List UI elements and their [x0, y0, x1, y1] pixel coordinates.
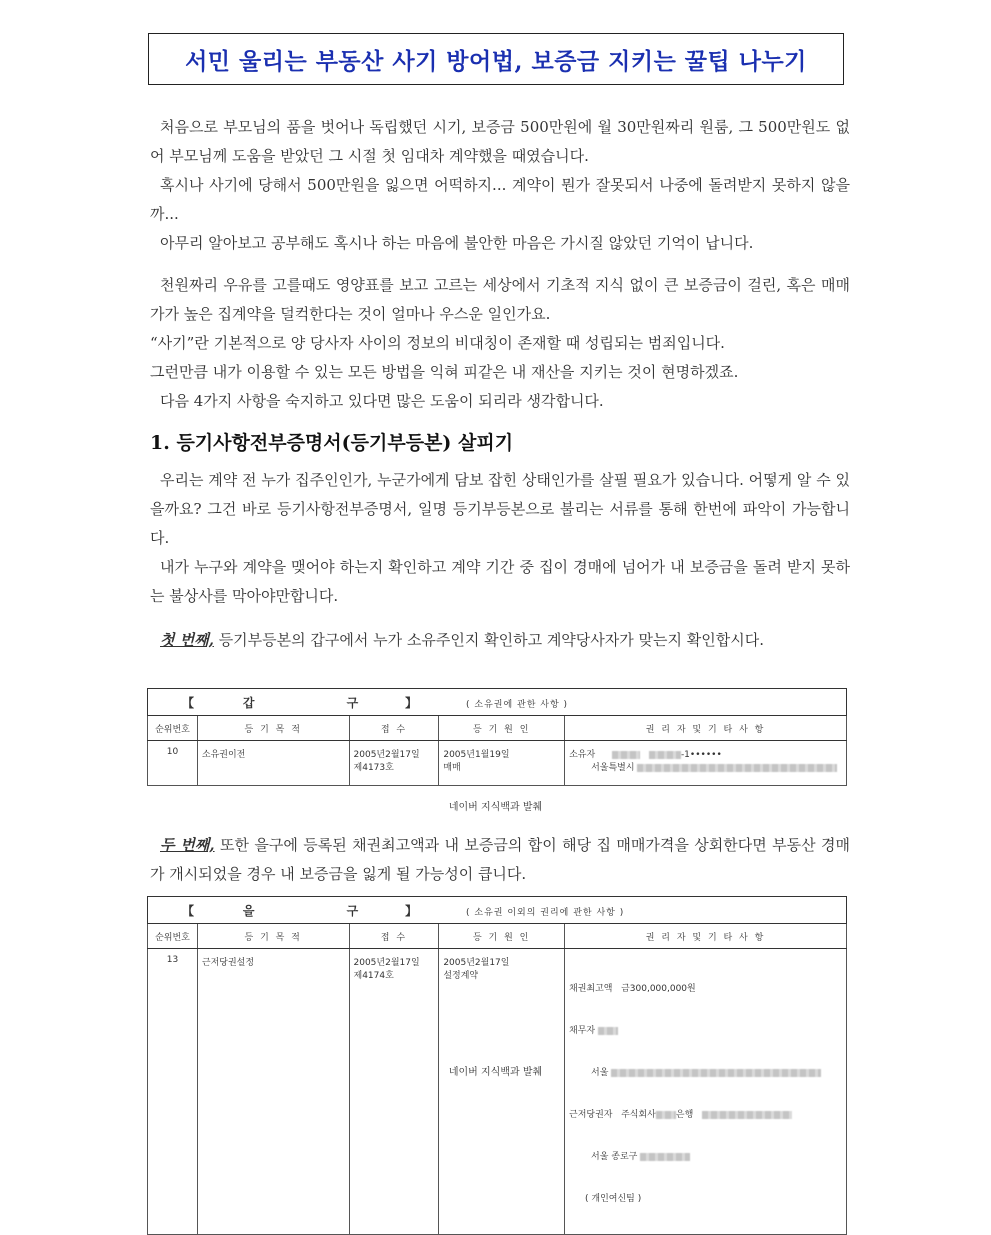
table1-bracket-open: 【: [182, 695, 201, 710]
table-row: [148, 949, 847, 1235]
first-point-label: 첫 번째,: [160, 631, 214, 649]
page-title: 서민 울리는 부동산 사기 방어법, 보증금 지키는 꿀팁 나누기: [185, 47, 807, 75]
table2-row-purpose: 근저당권설정: [197, 949, 349, 1235]
second-point-text: 또한 을구에 등록된 채권최고액과 내 보증금의 합이 해당 집 매매가격을 상회한다면 부동산 경매가 개시되었을 경우 내 보증금을 잃게 될 가능성이 큽니다.: [150, 836, 850, 883]
table1-row-purpose: 소유권이전: [197, 741, 349, 786]
table1-col-receipt: 접 수: [349, 716, 439, 741]
table2-receipt-date: 2005년2월17일: [353, 958, 420, 968]
redacted-text: [702, 1111, 792, 1119]
second-point: [150, 831, 850, 889]
table2-receipt-number: 제4174호: [353, 971, 394, 981]
redacted-text: [637, 764, 837, 772]
section-1-paragraph-2: 내가 누구와 계약을 맺어야 하는지 확인하고 계약 기간 중 집이 경매에 넘어가 내 보증금을 돌려 받지 못하는 불상사를 막아야만합니다.: [150, 558, 850, 605]
table2-row-cause: [439, 949, 565, 1235]
table-row: [148, 741, 847, 786]
table2-col-purpose: 등 기 목 적: [197, 924, 349, 949]
table1-row-cause: [439, 741, 565, 786]
redacted-text: [656, 1111, 676, 1119]
table2-mortgagee-bank: 은행: [675, 1110, 694, 1120]
body-paragraph-4: 다음 4가지 사항을 숙지하고 있다면 많은 도움이 되리라 생각합니다.: [160, 392, 604, 410]
body-paragraph-3: 그런만큼 내가 이용할 수 있는 모든 방법을 익혀 피같은 내 재산을 지키는 것이 현명하겠죠.: [150, 363, 739, 381]
table1-bracket-close: 】: [405, 695, 424, 710]
table1-receipt-number: 제4173호: [353, 763, 394, 773]
table2-row-rights: [565, 949, 847, 1235]
section-1-paragraph-1: 우리는 계약 전 누가 집주인인가, 누군가에게 담보 잡힌 상태인가를 살필 필요가 있습니다. 어떻게 알 수 있을까요? 그건 바로 등기사항전부증명서, 일명 등기부등본으로 불리는 서류를 통해 한번에 파악이 가능합니다.: [150, 471, 850, 547]
table1-cause-date: 2005년1월19일: [443, 750, 510, 760]
redacted-text: [640, 1153, 690, 1161]
intro-paragraph-1: 처음으로 부모님의 품을 벗어나 독립했던 시기, 보증금 500만원에 월 30만원짜리 원룸, 그 500만원도 없어 부모님께 도움을 받았던 그 시절 첫 임대차 계약했을 때였습니다.: [150, 118, 850, 165]
table2-col-rights: 권 리 자 및 기 타 사 항: [565, 924, 847, 949]
table2-cause-type: 설정계약: [443, 971, 479, 981]
section-1-title: 1. 등기사항전부증명서(등기부등본) 살피기: [150, 432, 514, 454]
table2-debtor-label: 채무자: [569, 1026, 596, 1036]
table1-section: 갑 구: [242, 695, 403, 710]
table2-bracket-close: 】: [405, 903, 424, 918]
first-point-text: 등기부등본의 갑구에서 누가 소유주인지 확인하고 계약당사자가 맞는지 확인합시다.: [213, 631, 764, 649]
table2-max-claim: 채권최고액 금300,000,000원: [569, 984, 696, 994]
table2-mortgagee-team: ( 개인여신팀 ): [585, 1194, 642, 1204]
table1-row-no: 10: [148, 741, 198, 786]
caption-2: 네이버 지식백과 발췌: [448, 1067, 543, 1078]
table1-col-cause: 등 기 원 인: [439, 716, 565, 741]
table1-owner-address: 서울특별시: [591, 763, 635, 773]
table1-cause-type: 매매: [443, 763, 461, 773]
intro-section: [150, 113, 850, 258]
second-point-label: 두 번째,: [160, 836, 215, 854]
redacted-text: [612, 751, 640, 759]
table1-owner-label: 소유자: [569, 750, 596, 760]
table1-col-rights: 권 리 자 및 기 타 사 항: [565, 716, 847, 741]
redacted-text: [649, 751, 681, 759]
table1-receipt-date: 2005년2월17일: [353, 750, 420, 760]
table2-bracket-open: 【: [182, 903, 201, 918]
table2-col-receipt: 접 수: [349, 924, 439, 949]
table1-subtitle: ( 소유권에 관한 사항 ): [466, 699, 569, 710]
table2-mortgagee-address: 서울 종로구: [591, 1152, 638, 1162]
body-paragraph-2: “사기”란 기본적으로 양 당사자 사이의 정보의 비대칭이 존재할 때 성립되는 범죄입니다.: [150, 334, 725, 352]
redacted-text: [598, 1027, 618, 1035]
gapgu-table: [147, 688, 847, 786]
table1-row-receipt: [349, 741, 439, 786]
table2-col-cause: 등 기 원 인: [439, 924, 565, 949]
title-box: [148, 33, 844, 85]
table2-col-rank: 순위번호: [148, 924, 198, 949]
intro-paragraph-3: 아무리 알아보고 공부해도 혹시나 하는 마음에 불안한 마음은 가시질 않았던 기억이 납니다.: [160, 234, 754, 252]
table2-cause-date: 2005년2월17일: [443, 958, 510, 968]
table1-col-rank: 순위번호: [148, 716, 198, 741]
table2-debtor-address: 서울: [591, 1068, 609, 1078]
table2-section: 을 구: [242, 903, 403, 918]
table2-subtitle: ( 소유권 이외의 권리에 관한 사항 ): [466, 907, 625, 918]
body-paragraph-1: 천원짜리 우유를 고를때도 영양표를 보고 고르는 세상에서 기초적 지식 없이 큰 보증금이 걸린, 혹은 매매가가 높은 집계약을 덜컥한다는 것이 얼마나 우스운 일인가요.: [150, 276, 850, 323]
table1-owner-id: -1••••••: [680, 750, 722, 760]
table2-row-no: 13: [148, 949, 198, 1235]
caption-1: 네이버 지식백과 발췌: [448, 802, 543, 813]
table2-mortgagee-label: 근저당권자 주식회사: [569, 1110, 656, 1120]
first-point: [150, 626, 850, 655]
table2-row-receipt: [349, 949, 439, 1235]
table1-row-rights: [565, 741, 847, 786]
body-section: [150, 271, 850, 416]
intro-paragraph-2: 혹시나 사기에 당해서 500만원을 잃으면 어떡하지... 계약이 뭔가 잘못되서 나중에 돌려받지 못하지 않을까...: [150, 176, 850, 223]
section-1-body: [150, 466, 850, 611]
table1-col-purpose: 등 기 목 적: [197, 716, 349, 741]
